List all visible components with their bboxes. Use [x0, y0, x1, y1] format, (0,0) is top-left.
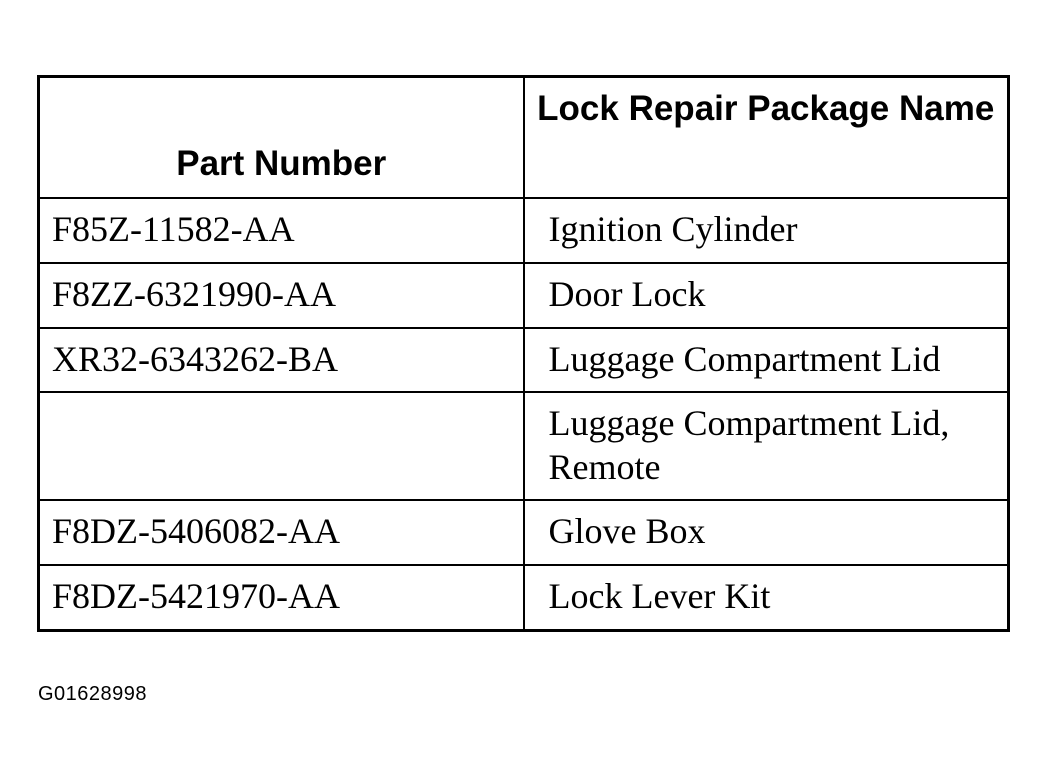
package-name-cell: Lock Lever Kit [524, 565, 1009, 631]
package-name-cell: Ignition Cylinder [524, 198, 1009, 263]
package-name-cell: Glove Box [524, 500, 1009, 565]
table-row [39, 565, 1009, 631]
table-row [39, 392, 1009, 500]
package-name-header: Lock Repair Package Name [524, 77, 1009, 199]
figure-id: G01628998 [38, 683, 148, 705]
table-row [39, 500, 1009, 565]
part-number-cell: XR32-6343262-BA [39, 328, 524, 392]
part-number-header: Part Number [39, 77, 524, 199]
table-header-row [39, 77, 1009, 199]
table-row [39, 198, 1009, 263]
part-number-cell [39, 392, 524, 500]
table-row [39, 328, 1009, 392]
package-name-cell: Door Lock [524, 263, 1009, 328]
package-name-cell: Luggage Compartment Lid, Remote [524, 392, 1009, 500]
lock-repair-parts-table [37, 75, 1010, 632]
part-number-cell: F8DZ-5421970-AA [39, 565, 524, 631]
part-number-cell: F8ZZ-6321990-AA [39, 263, 524, 328]
table-row [39, 263, 1009, 328]
part-number-cell: F85Z-11582-AA [39, 198, 524, 263]
part-number-cell: F8DZ-5406082-AA [39, 500, 524, 565]
package-name-cell: Luggage Compartment Lid [524, 328, 1009, 392]
